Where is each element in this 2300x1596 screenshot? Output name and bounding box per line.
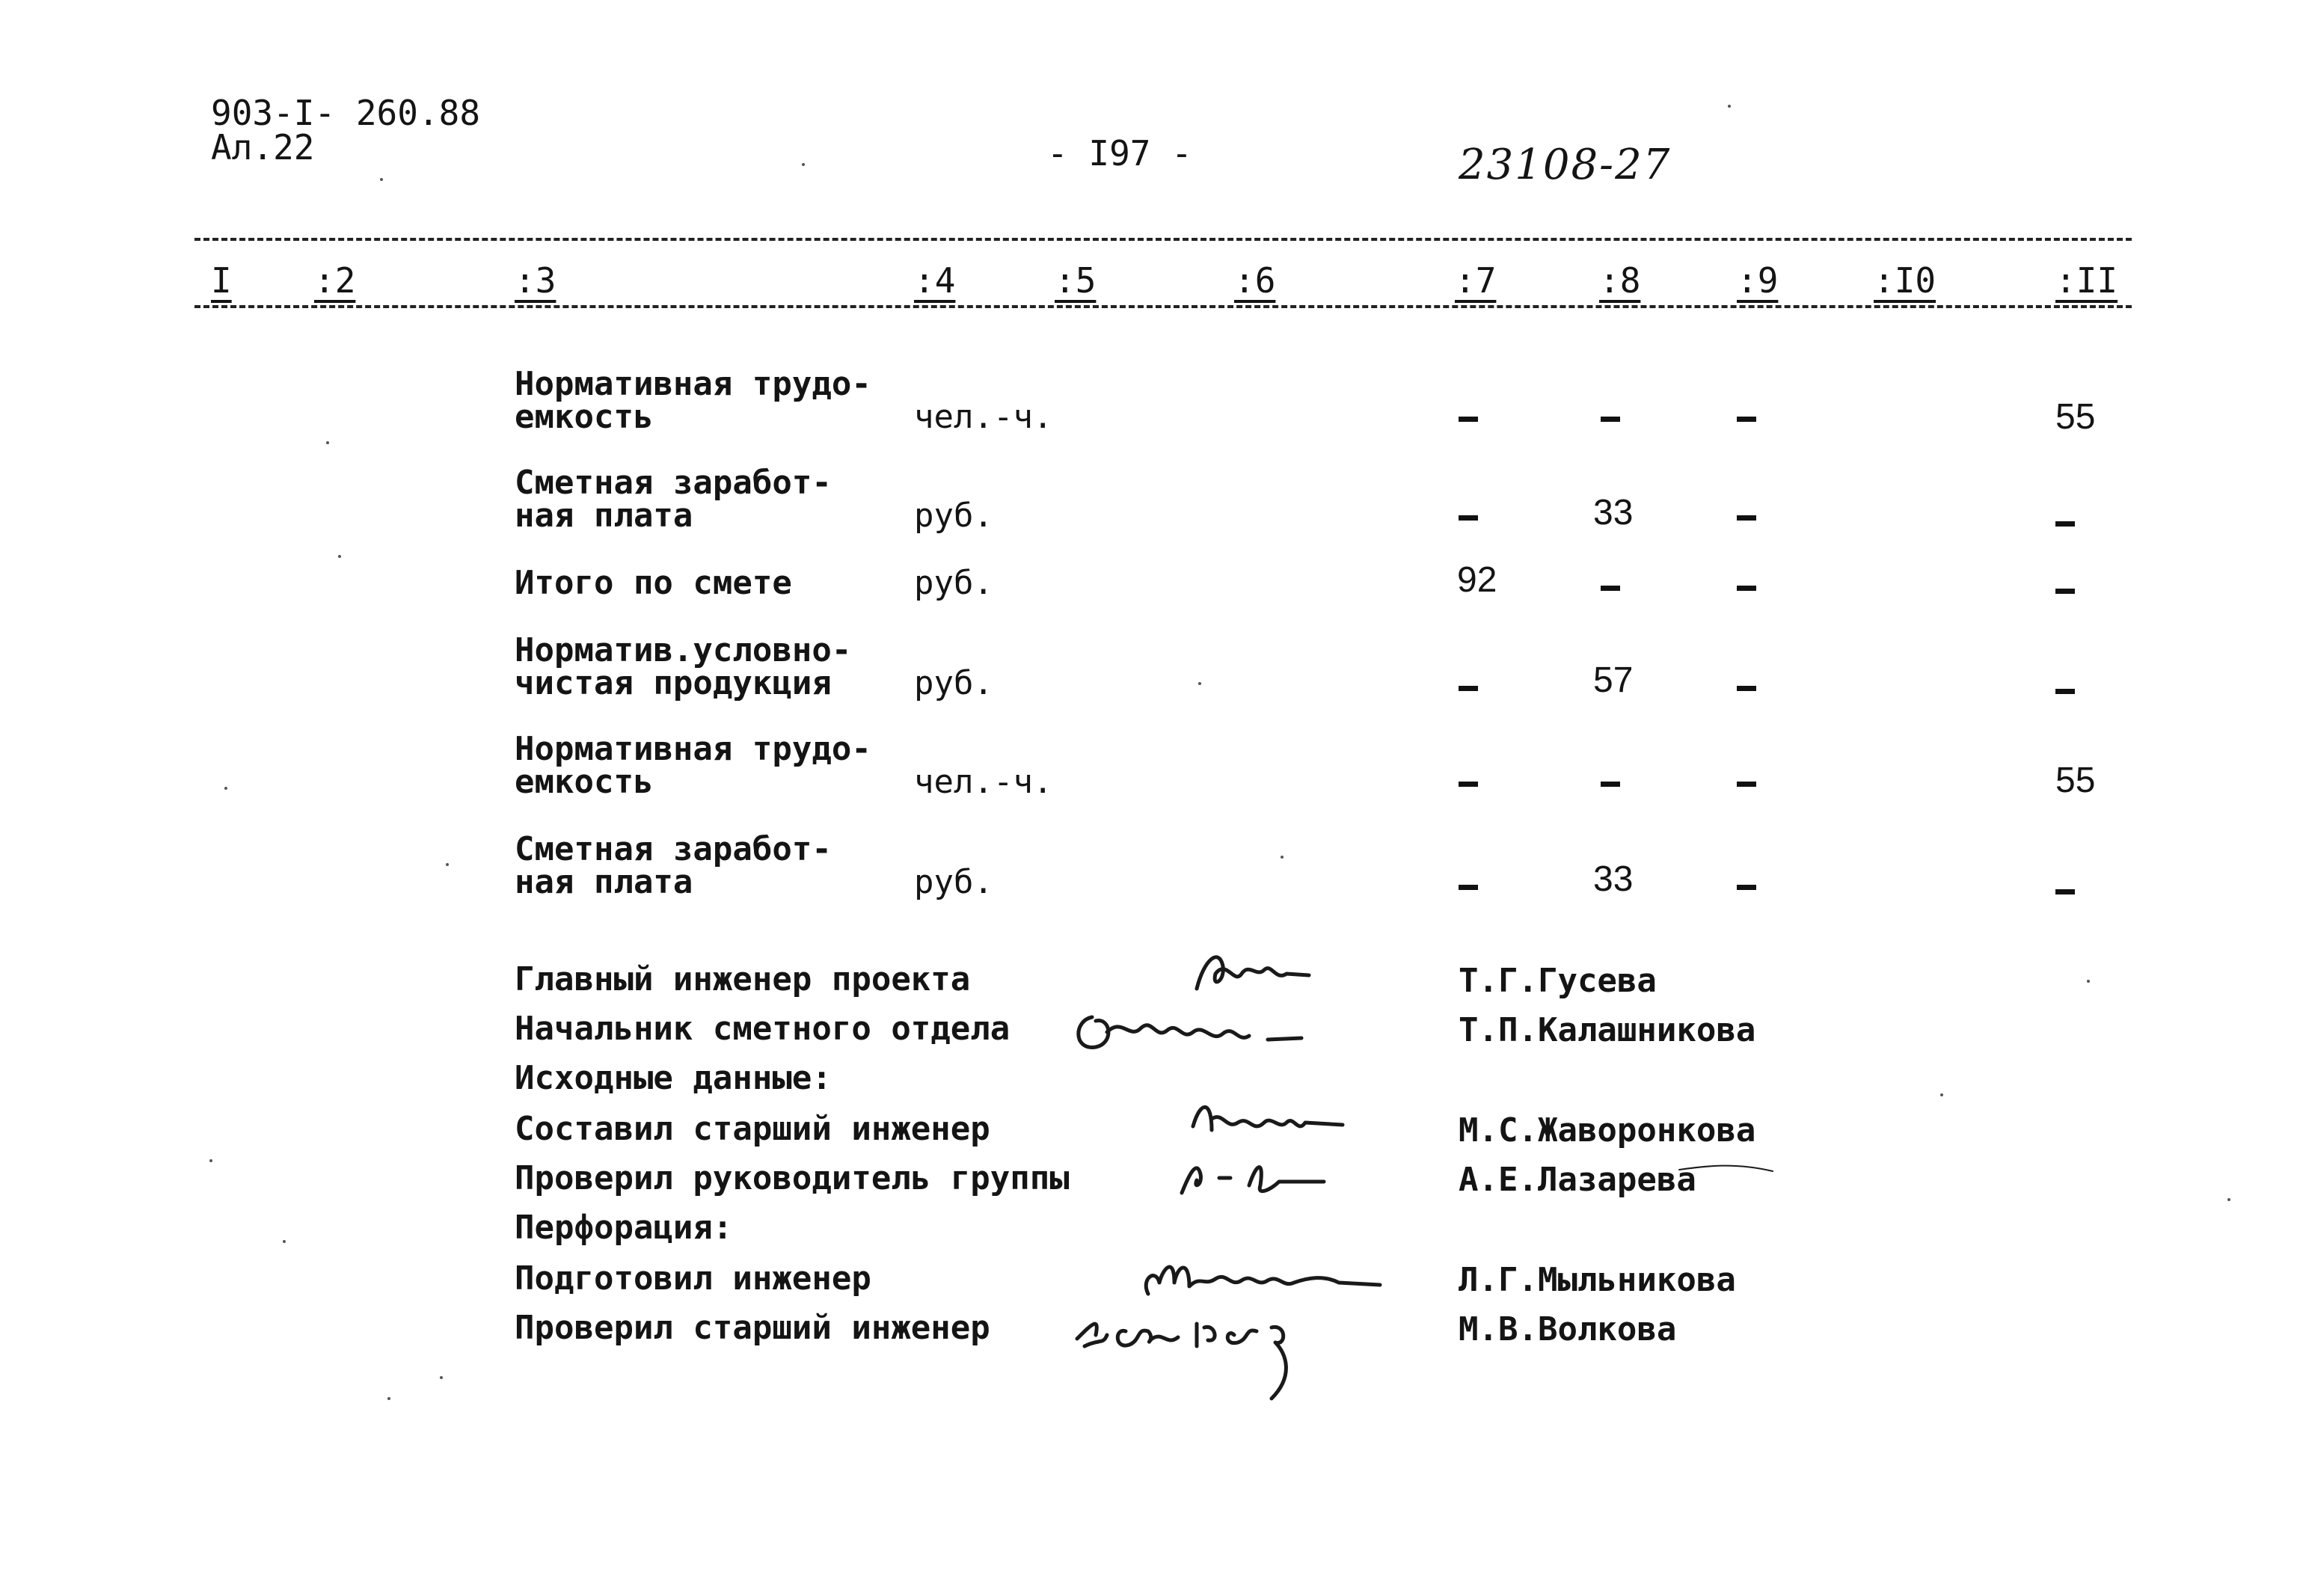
row-label-line1: Сметная заработ- xyxy=(515,830,832,868)
column-1-header: I xyxy=(211,260,232,301)
signature-checked-by-lead xyxy=(1167,1144,1339,1204)
row-label-line1: Нормативная трудо- xyxy=(515,730,871,768)
cell-col11 xyxy=(2055,874,2075,906)
sheet-label: Ал.22 xyxy=(211,127,315,168)
cell-col9 xyxy=(1737,570,1756,603)
cell-dash xyxy=(1459,417,1478,422)
cell-col7 xyxy=(1459,670,1478,703)
row-unit: руб. xyxy=(914,863,993,901)
name-compiled-by: М.С.Жаворонкова xyxy=(1459,1111,1756,1150)
signature-checked-by-senior xyxy=(1062,1294,1346,1406)
row-unit: руб. xyxy=(914,664,993,702)
signature-compiled-by xyxy=(1182,1089,1354,1149)
cell-col9 xyxy=(1737,766,1756,799)
row-unit: руб. xyxy=(914,497,993,535)
cell-col9 xyxy=(1737,401,1756,434)
cell-col9 xyxy=(1737,670,1756,703)
cell-col7 xyxy=(1459,766,1478,799)
cell-col8 xyxy=(1601,570,1620,603)
row-label-line1: Нормативная трудо- xyxy=(515,365,871,403)
column-2-header: :2 xyxy=(314,260,356,301)
document-code: 903-I- 260.88 xyxy=(211,93,481,133)
section-source-data: Исходные данные: xyxy=(515,1059,832,1097)
cell-dash xyxy=(1601,782,1620,787)
cell-col9 xyxy=(1737,500,1756,532)
name-checked-by-lead: А.Е.Лазарева xyxy=(1459,1161,1696,1199)
row-label-line2: емкость xyxy=(515,398,654,436)
column-7-header: :7 xyxy=(1455,260,1497,301)
header-bottom-rule xyxy=(194,305,2132,308)
cell-dash xyxy=(1737,417,1756,422)
name-estimate-head: Т.П.Калашникова xyxy=(1459,1011,1756,1049)
name-underline-flourish xyxy=(1675,1155,1780,1177)
section-perforation: Перфорация: xyxy=(515,1209,733,1247)
role-compiled-by: Составил старший инженер xyxy=(515,1110,990,1148)
cell-dash xyxy=(2055,889,2075,894)
scan-speck xyxy=(224,787,227,790)
cell-dash xyxy=(1737,885,1756,890)
cell-col8 xyxy=(1601,401,1620,434)
cell-dash xyxy=(1737,586,1756,591)
row-unit: чел.-ч. xyxy=(914,763,1053,801)
column-6-header: :6 xyxy=(1234,260,1276,301)
cell-dash xyxy=(1737,686,1756,691)
cell-dash xyxy=(1459,686,1478,691)
row-label-line2: чистая продукция xyxy=(515,664,832,702)
cell-dash xyxy=(2055,689,2075,694)
role-prepared-by: Подготовил инженер xyxy=(515,1259,871,1298)
role-checked-by-lead: Проверил руководитель группы xyxy=(515,1159,1070,1197)
scan-speck xyxy=(2087,980,2090,983)
cell-col11: 55 xyxy=(2055,761,2096,800)
cell-dash xyxy=(2055,521,2075,527)
scan-speck xyxy=(209,1159,212,1162)
scan-speck xyxy=(380,178,383,181)
role-checked-by-senior: Проверил старший инженер xyxy=(515,1309,990,1347)
scan-speck xyxy=(440,1376,443,1379)
row-unit: руб. xyxy=(914,564,993,602)
cell-col7 xyxy=(1459,869,1478,902)
cell-col8: 33 xyxy=(1593,493,1634,532)
scan-speck xyxy=(1728,105,1731,108)
column-9-header: :9 xyxy=(1737,260,1779,301)
archive-number: 23108-27 xyxy=(1459,141,1672,189)
cell-dash xyxy=(1737,515,1756,521)
cell-col9 xyxy=(1737,869,1756,902)
row-label-line2: емкость xyxy=(515,763,654,801)
scan-speck xyxy=(2227,1198,2230,1201)
name-chief-engineer: Т.Г.Гусева xyxy=(1459,962,1657,1000)
column-11-header: :II xyxy=(2055,260,2118,301)
cell-dash xyxy=(1601,417,1620,422)
scan-speck xyxy=(1198,682,1201,685)
column-3-header: :3 xyxy=(515,260,556,301)
scan-speck xyxy=(387,1397,390,1400)
cell-dash xyxy=(1459,515,1478,521)
row-unit: чел.-ч. xyxy=(914,398,1053,436)
role-chief-engineer: Главный инженер проекта xyxy=(515,960,971,998)
scan-speck xyxy=(283,1240,286,1243)
cell-col11 xyxy=(2055,573,2075,606)
cell-col7 xyxy=(1459,500,1478,532)
signature-estimate-head xyxy=(1070,987,1316,1062)
cell-dash xyxy=(2055,589,2075,594)
header-top-rule xyxy=(194,238,2132,241)
scan-speck xyxy=(1940,1093,1943,1096)
row-label-line2: ная плата xyxy=(515,863,693,901)
scan-speck xyxy=(326,441,329,444)
scan-speck xyxy=(802,163,805,166)
name-prepared-by: Л.Г.Мыльникова xyxy=(1459,1261,1736,1299)
scan-speck xyxy=(1281,856,1284,859)
cell-col8 xyxy=(1601,766,1620,799)
cell-col11 xyxy=(2055,673,2075,706)
column-10-header: :I0 xyxy=(1874,260,1936,301)
cell-dash xyxy=(1737,782,1756,787)
page-number: - I97 - xyxy=(1047,133,1192,174)
row-label-line1: Норматив.условно- xyxy=(515,631,852,669)
row-label-line1: Сметная заработ- xyxy=(515,464,832,502)
cell-col8: 33 xyxy=(1593,859,1634,899)
row-label-line2: ная плата xyxy=(515,497,693,535)
column-8-header: :8 xyxy=(1599,260,1641,301)
cell-col11: 55 xyxy=(2055,397,2096,437)
cell-dash xyxy=(1459,885,1478,890)
cell-dash xyxy=(1459,782,1478,787)
cell-col11 xyxy=(2055,506,2075,538)
cell-col7 xyxy=(1459,401,1478,434)
column-5-header: :5 xyxy=(1055,260,1097,301)
scan-speck xyxy=(338,555,341,558)
cell-col8: 57 xyxy=(1593,660,1634,700)
name-checked-by-senior: М.В.Волкова xyxy=(1459,1310,1677,1348)
row-label-line1: Итого по смете xyxy=(515,564,792,602)
role-estimate-head: Начальник сметного отдела xyxy=(515,1010,1011,1048)
scan-speck xyxy=(446,863,449,866)
column-4-header: :4 xyxy=(914,260,956,301)
cell-col7: 92 xyxy=(1457,560,1497,600)
cell-dash xyxy=(1601,586,1620,591)
